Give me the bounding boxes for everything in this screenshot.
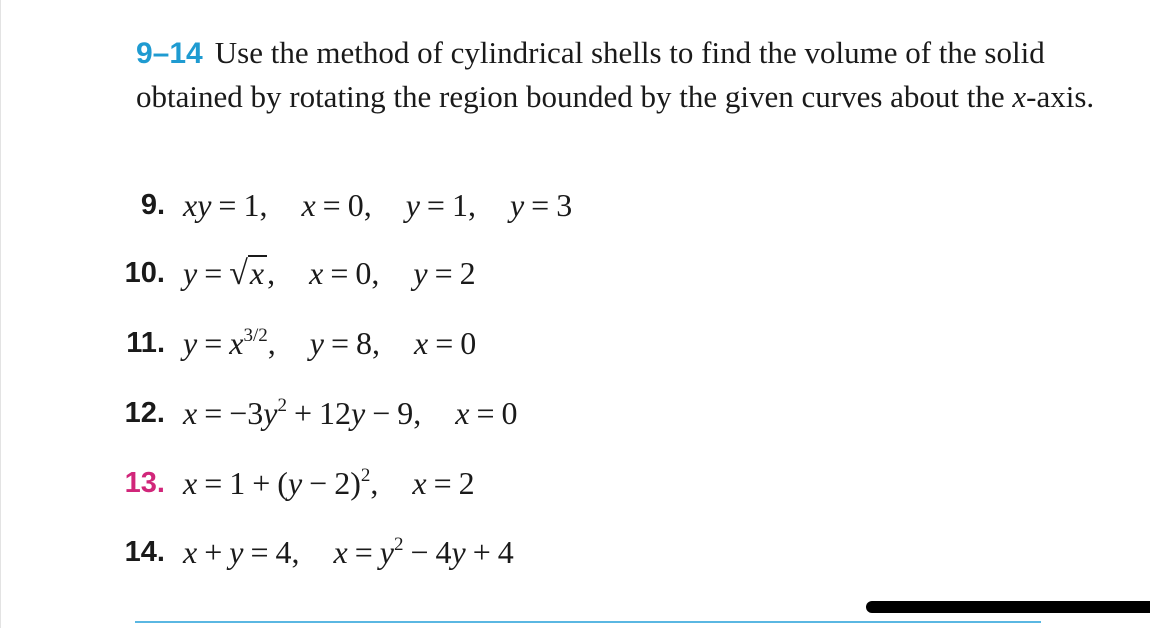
equation: $x = y^2 - 4y + 4$ [333,533,514,570]
equation: y = 8, [309,324,380,361]
equation: $y = x^{3/2}$, [183,324,276,361]
exercise-number: 13. [124,466,165,499]
instructions [136,31,1096,118]
instruction-text-end: -axis. [1026,79,1095,114]
exercise-number: 14. [124,535,165,568]
instruction-text: Use the method of cylindrical shells to find the volume of the solid obtained by rotating the region bounded by the given curves about the [136,35,1045,114]
exercise-number: 11. [126,326,165,359]
instruction-axis-variable: x [1012,79,1027,114]
equation: y = 3 [509,186,573,223]
equation: $x = 1 + (y - 2)^2$, [183,464,379,501]
exercise-12 [0,388,518,438]
exercise-14 [0,527,514,577]
exercise-13 [0,458,475,508]
equation: x = 0 [455,394,518,431]
exercise-number: 10. [124,256,165,289]
equation: y = √ x , [183,254,276,292]
square-root: √ x [229,255,267,291]
exercise-9 [0,180,572,230]
equation: y = 1, [405,186,476,223]
section-divider [135,621,1041,623]
equation: xy = 1, [183,186,268,223]
equation: x + y = 4, [183,533,300,570]
equation: x = 0, [309,254,380,291]
equation: $x = -3y^2 + 12y - 9$, [183,394,422,431]
exercise-number: 9. [140,188,165,221]
equation: x = 2 [412,464,475,501]
scroll-indicator[interactable] [866,601,1150,613]
exercise-range-label: 9–14 [136,37,203,70]
exercise-11 [0,318,476,368]
equation: y = 2 [413,254,476,291]
equation: x = 0 [413,324,477,361]
exercise-10 [0,248,476,298]
exercise-number: 12. [124,396,165,429]
equation: x = 0, [301,186,372,223]
